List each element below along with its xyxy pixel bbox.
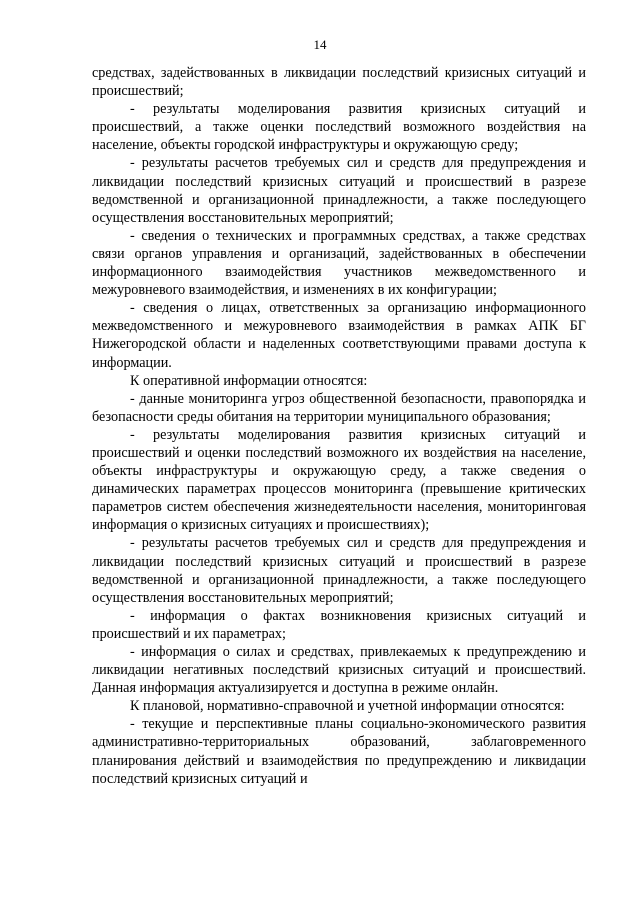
paragraph-planning-info-heading: К плановой, нормативно-справочной и учетной информации относятся: (130, 698, 565, 715)
paragraph-continuation: средствах, задействованных в ликвидации последствий кризисных ситуаций и происшествий; (92, 65, 586, 100)
paragraph-modeling-results-2: - результаты моделирования развития кризисных ситуаций и происшествий и оценки последствий возможного их воздействия на население, объекты инфраструктуры и окружающую среду, а также сведения о динамических параметрах процессов мониторинга (превышение критических параметров систем обеспечения жизнедеятельности населения, мониторинговая информация о кризисных ситуациях и происшествиях); (92, 426, 586, 534)
paragraph-incident-facts: - информация о фактах возникновения кризисных ситуаций и происшествий и их параметрах; (92, 607, 586, 642)
paragraph-forces-calculation: - результаты расчетов требуемых сил и средств для предупреждения и ликвидации последствий кризисных ситуаций и происшествий в разрезе ведомственной и организационной принадлежности, а также последующего осуществления восстановительных мероприятий; (92, 155, 586, 226)
paragraph-operational-info-heading: К оперативной информации относятся: (130, 372, 368, 389)
paragraph-responsible-persons: - сведения о лицах, ответственных за организацию информационного межведомственного и межуровневого взаимодействия в рамках АПК БГ Нижегородской области и наделенных соответствующими правами доступа к информации. (92, 300, 586, 371)
paragraph-forces-info: - информация о силах и средствах, привлекаемых к предупреждению и ликвидации негативных последствий кризисных ситуаций и происшествий. Данная информация актуализируется и доступна в режиме онлайн. (92, 644, 586, 697)
paragraph-forces-calculation-2: - результаты расчетов требуемых сил и средств для предупреждения и ликвидации последствий кризисных ситуаций и происшествий в разрезе ведомственной и организационной принадлежности, а также последующего осуществления восстановительных мероприятий; (92, 535, 586, 606)
paragraph-monitoring-data: - данные мониторинга угроз общественной безопасности, правопорядка и безопасности среды обитания на территории муниципального образования; (92, 390, 586, 425)
paragraph-modeling-results: - результаты моделирования развития кризисных ситуаций и происшествий, а также оценки последствий возможного воздействия на население, объекты городской инфраструктуры и окружающую среду; (92, 101, 586, 154)
page-number: 14 (313, 37, 327, 52)
paragraph-technical-means: - сведения о технических и программных средствах, а также средствах связи органов управления и организаций, задействованных в обеспечении информационного взаимодействия участников межведомственного и межуровневого взаимодействия, и изменениях в их конфигурации; (92, 227, 586, 299)
paragraph-development-plans: - текущие и перспективные планы социально-экономического развития административно-территориальных образований, заблаговременного планирования действий и взаимодействия по предупреждению и ликвидации последствий кризисных ситуаций и (92, 716, 586, 787)
document-body (92, 64, 586, 788)
